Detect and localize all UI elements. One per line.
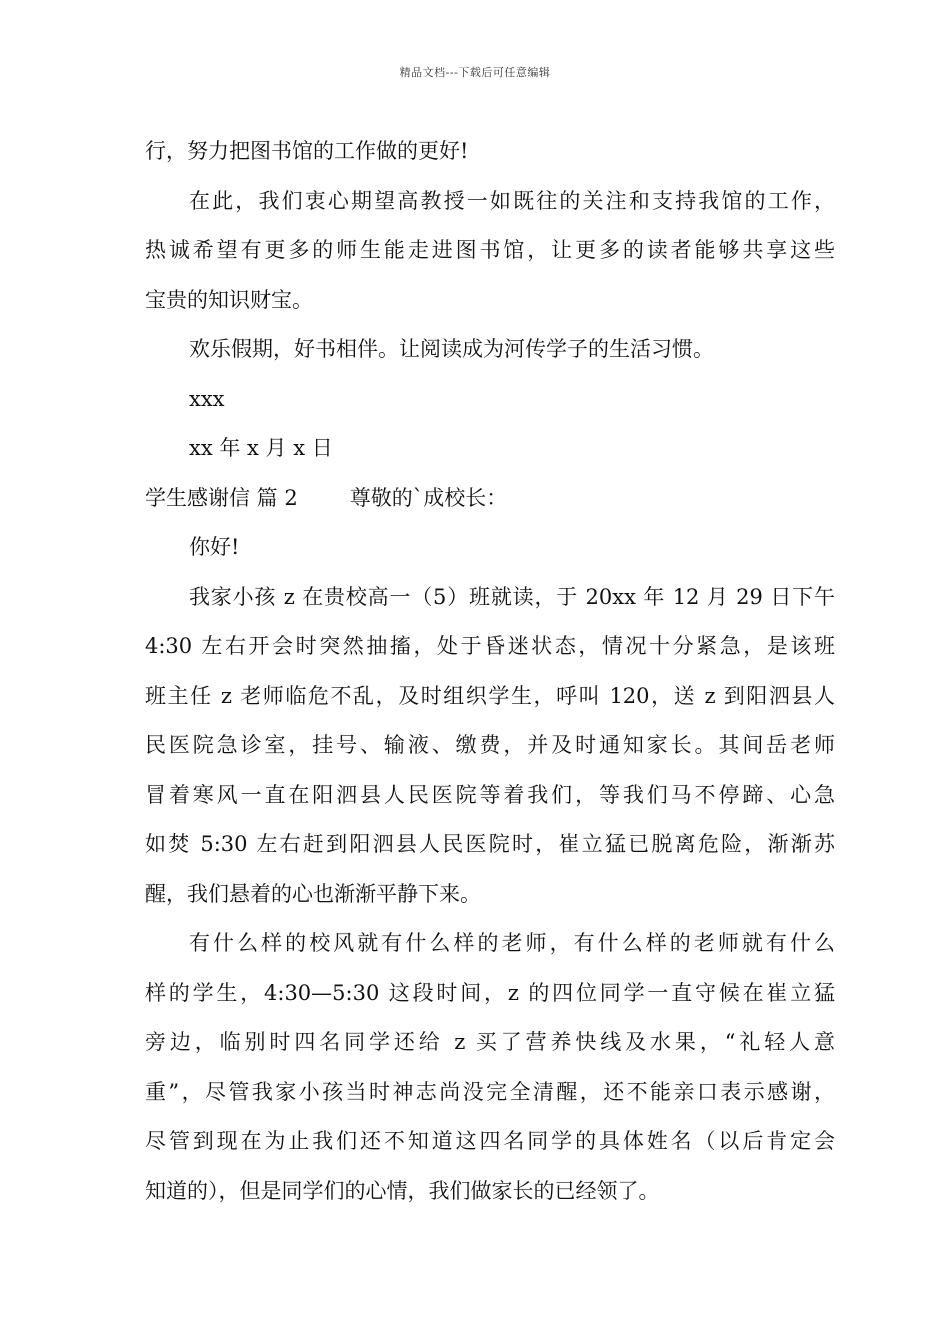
- paragraph-line: 在此，我们衷心期望高教授一如既往的关注和支持我馆的工作，: [189, 188, 835, 213]
- document-body: [145, 127, 835, 1216]
- paragraph-line: 旁边，临别时四名同学还给 z 买了营养快线及水果，“礼轻人意: [145, 1030, 835, 1054]
- closing-line: 行，努力把图书馆的工作做的更好!: [145, 139, 469, 163]
- letter2-title: 学生感谢信 篇 2: [145, 485, 298, 510]
- paragraph-line: 冒着寒风一直在阳泗县人民医院等着我们，等我们马不停蹄、心急: [145, 782, 835, 807]
- letter2-heading: [145, 474, 835, 524]
- paragraph-line: 民医院急诊室，挂号、输液、缴费，并及时通知家长。其间岳老师: [145, 733, 835, 757]
- paragraph-students: [145, 919, 835, 1216]
- paragraph-line: 宝贵的知识财宝。: [145, 287, 313, 312]
- paragraph-line: 热诚希望有更多的师生能走进图书馆，让更多的读者能够共享这些: [145, 238, 835, 262]
- signature: xxx: [189, 386, 225, 411]
- paragraph-line: 样的学生，4:30—5:30 这段时间，z 的四位同学一直守候在崔立猛: [145, 980, 835, 1005]
- paragraph-line: 知道的），但是同学们的心情，我们做家长的已经领了。: [145, 1178, 660, 1203]
- paragraph-line: 醒，我们悬着的心也渐渐平静下来。: [145, 881, 481, 906]
- paragraph-line: 4:30 左右开会时突然抽搐，处于昏迷状态，情况十分紧急，是该班: [145, 634, 835, 658]
- paragraph-slogan: 欢乐假期，好书相伴。让阅读成为河传学子的生活习惯。: [189, 337, 714, 361]
- paragraph-line: 有什么样的校风就有什么样的老师，有什么样的老师就有什么: [189, 931, 835, 955]
- paragraph-line: 我家小孩 z 在贵校高一（5）班就读，于 20xx 年 12 月 29 日下午: [189, 584, 835, 609]
- paragraph-hope: [145, 177, 835, 326]
- paragraph-line: 尽管到现在为止我们还不知道这四名同学的具体姓名（以后肯定会: [145, 1129, 835, 1153]
- paragraph-incident: [145, 573, 835, 920]
- page-header: 精品文档---下载后可任意编辑: [399, 66, 551, 79]
- greeting: 你好!: [189, 535, 240, 559]
- paragraph-line: 如焚 5:30 左右赶到阳泗县人民医院时，崔立猛已脱离危险，渐渐苏: [145, 832, 835, 856]
- date: xx 年 x 月 x 日: [189, 436, 333, 460]
- salutation: 尊敬的`成校长：: [349, 485, 508, 510]
- paragraph-line: 重”，尽管我家小孩当时神志尚没完全清醒，还不能亲口表示感谢，: [145, 1079, 835, 1104]
- paragraph-line: 班主任 z 老师临危不乱，及时组织学生，呼叫 120，送 z 到阳泗县人: [145, 683, 835, 708]
